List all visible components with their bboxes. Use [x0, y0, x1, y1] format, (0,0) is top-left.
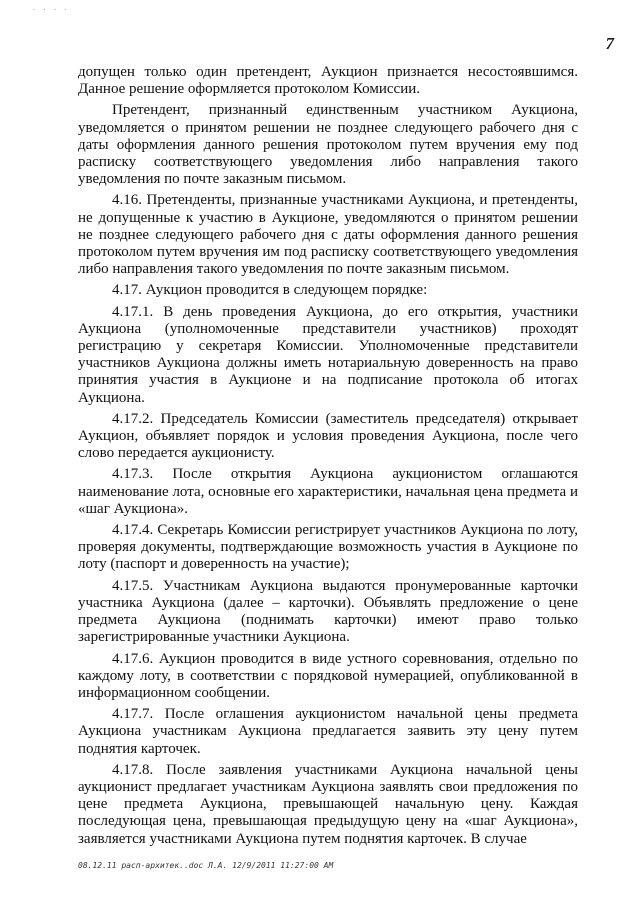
paragraph-4-17-2: 4.17.2. Председатель Комиссии (заместитель председателя) открывает Аукцион, объявляет порядок и условия проведения Аукциона, после чего слово передается аукционисту.: [78, 410, 578, 462]
paragraph-4-17-1: 4.17.1. В день проведения Аукциона, до его открытия, участники Аукциона (уполномоченные представители участников) проходят регистрацию у секретаря Комиссии. Уполномоченные представители участников Аукциона должны иметь нотариальную доверенность на право принятия участия в Аукционе и на подписание протокола об итогах Аукциона.: [78, 303, 578, 406]
paragraph-4-17-3: 4.17.3. После открытия Аукциона аукционистом оглашаются наименование лота, основные его характеристики, начальная цена предмета и «шаг Аукциона».: [78, 466, 578, 517]
page-number: 7: [605, 34, 614, 53]
paragraph-4-17-4: 4.17.4. Секретарь Комиссии регистрирует участников Аукциона по лоту, проверяя документы, подтверждающие возможность участия в Аукционе по лоту (паспорт и доверенность на участие);: [78, 522, 578, 573]
paragraph-4-17-8: 4.17.8. После заявления участниками Аукциона начальной цены аукционист предлагает участникам Аукциона заявлять свои предложения по цене предмета Аукциона, превышающей начальную цену. Каждая последующая цена, превышающая предыдущую цену на «шаг Аукциона», заявляется участниками Аукциона путем поднятия карточек. В случае: [78, 761, 578, 847]
document-body: [78, 64, 578, 848]
paragraph-4-17-6: 4.17.6. Аукцион проводится в виде устного соревнования, отдельно по каждому лоту, в соответствии с порядковой нумерацией, опубликованной в информационном сообщении.: [78, 650, 578, 701]
paragraph-4-17-7: 4.17.7. После оглашения аукционистом начальной цены предмета Аукциона участникам Аукциона предлагается заявить эту цену путем поднятия карточек.: [78, 706, 578, 757]
document-footer: 08.12.11 расп-архитек..doc Л.А. 12/9/2011 11:27:00 AM: [78, 861, 334, 870]
paragraph-4-17: 4.17. Аукцион проводится в следующем порядке:: [112, 282, 428, 299]
paragraph-4-16: 4.16. Претенденты, признанные участниками Аукциона, и претенденты, не допущенные к участию в Аукционе, уведомляются о принятом решении не позднее следующего рабочего дня с даты оформления данного решения протоколом путем вручения им под расписку соответствующего уведомления либо направления такого уведомления по почте заказным письмом.: [78, 192, 578, 278]
scan-mark: · · · ·: [32, 6, 69, 14]
paragraph-continuation: допущен только один претендент, Аукцион признается несостоявшимся. Данное решение оформляется протоколом Комиссии.: [78, 64, 578, 98]
paragraph-sole-participant: Претендент, признанный единственным участником Аукциона, уведомляется о принятом решении не позднее следующего рабочего дня с даты оформления данного решения протоколом путем вручения ему под расписку соответствующего уведомления либо направления такого уведомления по почте заказным письмом.: [78, 102, 578, 188]
paragraph-4-17-5: 4.17.5. Участникам Аукциона выдаются пронумерованные карточки участника Аукциона (далее – карточки). Объявлять предложение о цене предмета Аукциона (поднимать карточки) имеют право только зарегистрированные участники Аукциона.: [78, 577, 578, 646]
